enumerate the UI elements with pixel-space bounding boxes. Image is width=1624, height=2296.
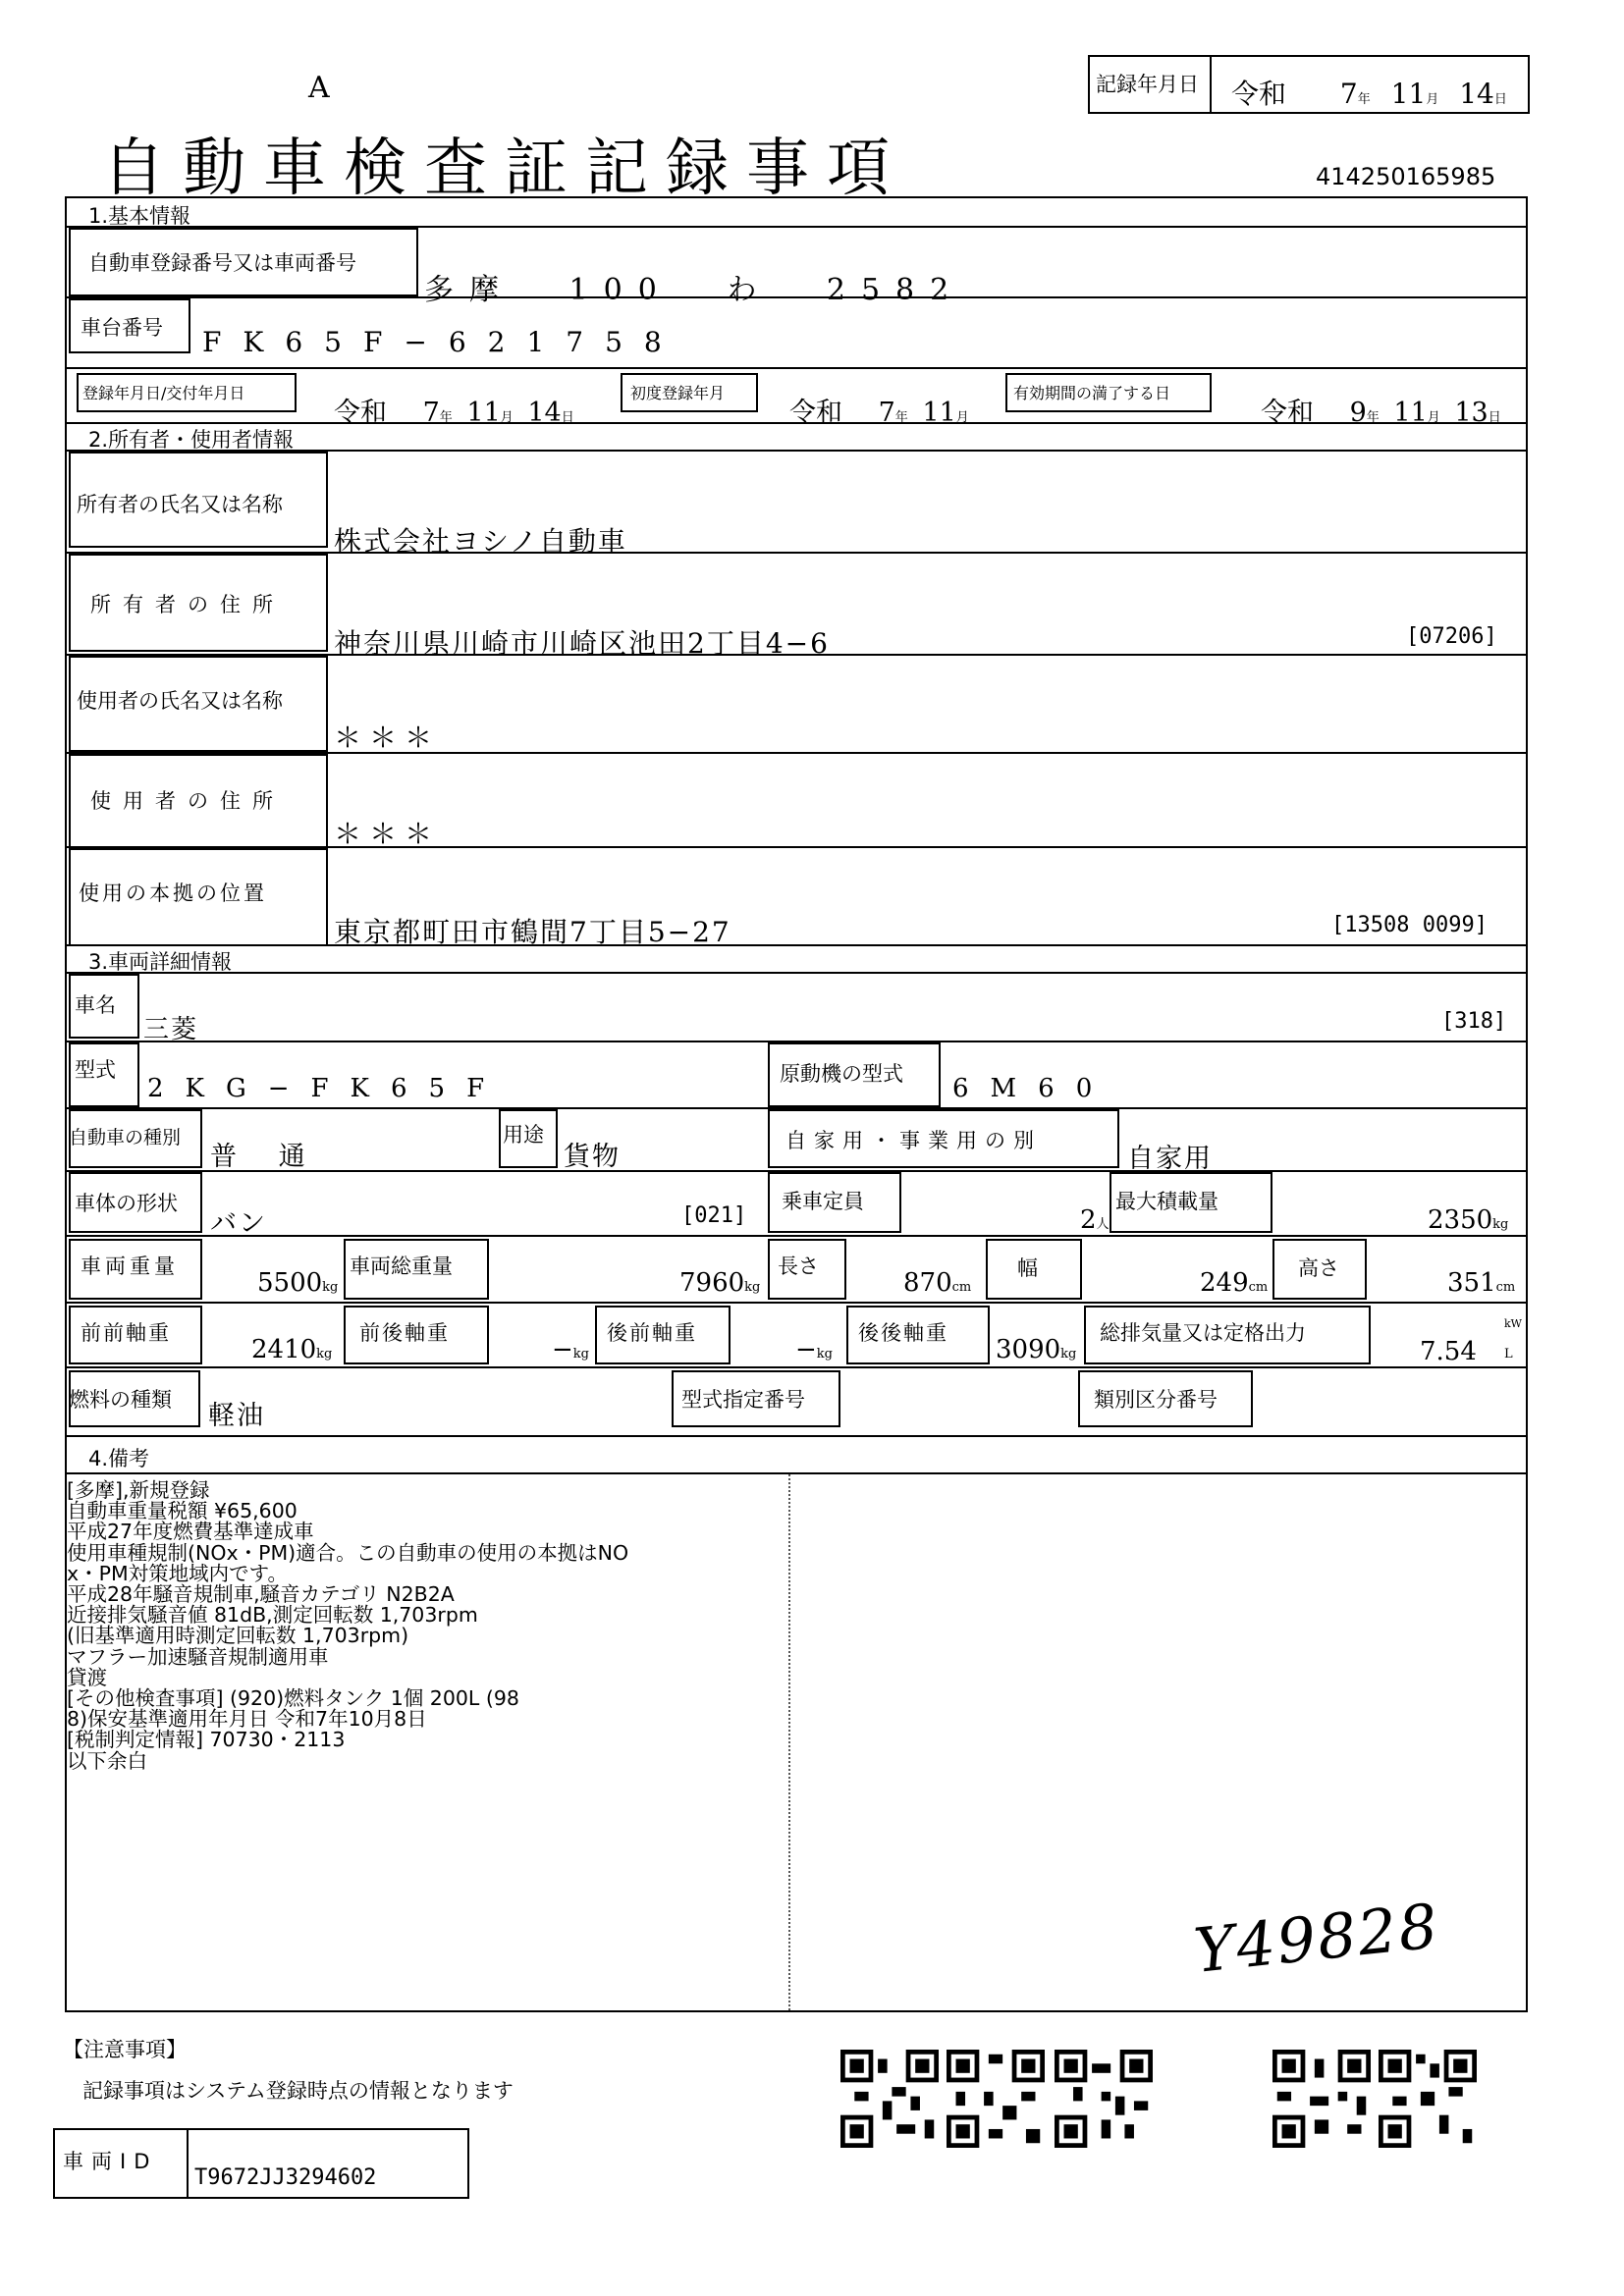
first-reg-value: 令和 7年 11月 — [789, 398, 969, 428]
vehicle-use: 貨物 — [564, 1142, 621, 1172]
rr-axle-label: 後後軸重 — [858, 1321, 948, 1345]
remark-line: 自動車重量税額 ¥65,600 — [67, 1499, 298, 1523]
remark-line: 近接排気騒音値 81dB,測定回転数 1,703rpm — [67, 1603, 478, 1628]
base-location-code: [13508 0099] — [1331, 913, 1488, 937]
body-shape: バン — [210, 1208, 267, 1239]
owner-address: 神奈川県川崎市川崎区池田2丁目4−6 — [334, 627, 830, 660]
ff-axle: 2410kg — [251, 1335, 333, 1364]
qr-code-icon — [840, 2050, 939, 2148]
base-location-label: 使用の本拠の位置 — [79, 881, 267, 905]
maker: 三菱 — [143, 1015, 199, 1044]
body-code: [021] — [681, 1203, 747, 1228]
user-name: ＊＊＊ — [334, 721, 441, 754]
remark-line: [税制判定情報] 70730・2113 — [67, 1728, 346, 1752]
gross-weight-label: 車両総重量 — [350, 1255, 453, 1278]
section2-title: 2.所有者・使用者情報 — [88, 428, 295, 452]
capacity: 2人 — [1080, 1205, 1110, 1235]
expiry-value: 令和 9年 11月 13日 — [1261, 398, 1501, 428]
reg-number-label: 自動車登録番号又は車両番号 — [88, 251, 356, 275]
remark-line: 平成28年騒音規制車,騒音カテゴリ N2B2A — [67, 1582, 455, 1607]
section3-title: 3.車両詳細情報 — [88, 950, 233, 974]
remark-line: 使用車種規制(NOx・PM)適合。この自動車の使用の本拠はNO — [67, 1540, 629, 1565]
rr-axle: 3090kg — [996, 1335, 1077, 1364]
fuel-label: 燃料の種類 — [69, 1388, 172, 1412]
user-address: ＊＊＊ — [334, 818, 441, 850]
maker-code: [318] — [1441, 1009, 1507, 1034]
height: 351cm — [1447, 1268, 1516, 1298]
gross-weight: 7960kg — [679, 1268, 761, 1298]
private-business-label: 自家用・事業用の別 — [785, 1129, 1042, 1152]
chassis-number: FK65F−621758 — [202, 326, 683, 358]
remark-line: (旧基準適用時測定回転数 1,703rpm) — [67, 1624, 409, 1648]
kind-label: 自動車の種別 — [69, 1127, 182, 1148]
vehicle-id-label: 車両ID — [63, 2150, 158, 2173]
displacement-unit-kw: kW — [1504, 1317, 1522, 1330]
reg-date-label: 登録年月日/交付年月日 — [82, 384, 245, 402]
displacement-unit-l: L — [1504, 1347, 1513, 1362]
remark-line: x・PM対策地域内です。 — [67, 1561, 289, 1585]
maker-label: 車名 — [75, 993, 116, 1017]
category-label: 類別区分番号 — [1094, 1388, 1218, 1412]
width: 249cm — [1200, 1268, 1269, 1298]
displacement: 7.54 — [1420, 1337, 1477, 1366]
owner-address-label: 所有者の住所 — [90, 593, 285, 616]
length: 870cm — [903, 1268, 972, 1298]
owner-name: 株式会社ヨシノ自動車 — [334, 525, 627, 558]
owner-address-code: [07206] — [1406, 624, 1497, 649]
capacity-label: 乗車定員 — [782, 1190, 864, 1213]
remark-line: 平成27年度燃費基準達成車 — [67, 1520, 314, 1544]
remark-line: 以下余白 — [67, 1748, 147, 1773]
length-label: 長さ — [778, 1255, 819, 1278]
record-date-label: 記録年月日 — [1096, 73, 1199, 96]
chassis-label: 車台番号 — [81, 316, 163, 340]
body-label: 車体の形状 — [75, 1192, 178, 1215]
notes-label: 【注意事項】 — [63, 2038, 187, 2061]
private-business: 自家用 — [1127, 1144, 1213, 1174]
section1-title: 1.基本情報 — [88, 204, 191, 228]
model-label: 型式 — [75, 1058, 116, 1082]
notes-text: 記録事項はシステム登録時点の情報となります — [82, 2079, 514, 2103]
base-location: 東京都町田市鶴間7丁目5−27 — [334, 916, 731, 948]
handwritten-note: Y49828 — [1190, 1890, 1443, 1987]
displacement-label: 総排気量又は定格出力 — [1100, 1321, 1306, 1345]
type-approval-label: 型式指定番号 — [681, 1388, 805, 1412]
vehicle-weight: 5500kg — [257, 1268, 339, 1298]
reg-number-value: 多摩 100 わ 2582 — [424, 273, 965, 307]
remarks-text — [67, 1480, 793, 1772]
remark-line: [多摩],新規登録 — [67, 1478, 210, 1502]
remark-line: 貸渡 — [67, 1665, 107, 1689]
model: 2KG−FK65F — [147, 1074, 507, 1103]
qr-code-icon — [1379, 2050, 1477, 2148]
remark-line: マフラー加速騒音規制適用車 — [67, 1644, 329, 1669]
engine-model: 6M60 — [952, 1074, 1114, 1103]
reg-date-value: 令和 7年 11月 14日 — [334, 398, 574, 428]
corner-letter: A — [308, 71, 330, 105]
expiry-label: 有効期間の満了する日 — [1013, 384, 1171, 402]
remark-line: 8)保安基準適用年月日 令和7年10月8日 — [67, 1707, 427, 1732]
document-number: 414250165985 — [1316, 163, 1496, 190]
fr-axle: −kg — [552, 1335, 589, 1364]
height-label: 高さ — [1298, 1256, 1339, 1280]
first-reg-label: 初度登録年月 — [630, 384, 726, 402]
engine-label: 原動機の型式 — [780, 1062, 903, 1086]
qr-code-icon — [1055, 2050, 1153, 2148]
user-name-label: 使用者の氏名又は名称 — [77, 689, 283, 713]
use-label: 用途 — [503, 1123, 544, 1147]
rf-axle: −kg — [795, 1335, 833, 1364]
max-load-label: 最大積載量 — [1115, 1190, 1218, 1213]
vehicle-kind: 普 通 — [210, 1142, 307, 1172]
width-label: 幅 — [1017, 1256, 1038, 1280]
max-load: 2350kg — [1428, 1205, 1509, 1235]
qr-code-icon — [947, 2050, 1045, 2148]
ff-axle-label: 前前軸重 — [81, 1321, 171, 1345]
page-title: 自動車検査証記録事項 — [102, 133, 907, 205]
vehicle-id: T9672JJ3294602 — [194, 2165, 377, 2190]
fuel-type: 軽油 — [208, 1401, 265, 1431]
qr-code-icon — [1272, 2050, 1371, 2148]
weight-label: 車両重量 — [81, 1255, 179, 1278]
section4-title: 4.備考 — [88, 1447, 150, 1470]
rf-axle-label: 後前軸重 — [607, 1321, 697, 1345]
remark-line: [その他検査事項] (920)燃料タンク 1個 200L (98 — [67, 1686, 519, 1711]
record-date-value: 令和 7年 11月 14日 — [1231, 78, 1507, 110]
fr-axle-label: 前後軸重 — [359, 1321, 450, 1345]
user-address-label: 使用者の住所 — [90, 789, 285, 813]
owner-name-label: 所有者の氏名又は名称 — [77, 493, 283, 516]
